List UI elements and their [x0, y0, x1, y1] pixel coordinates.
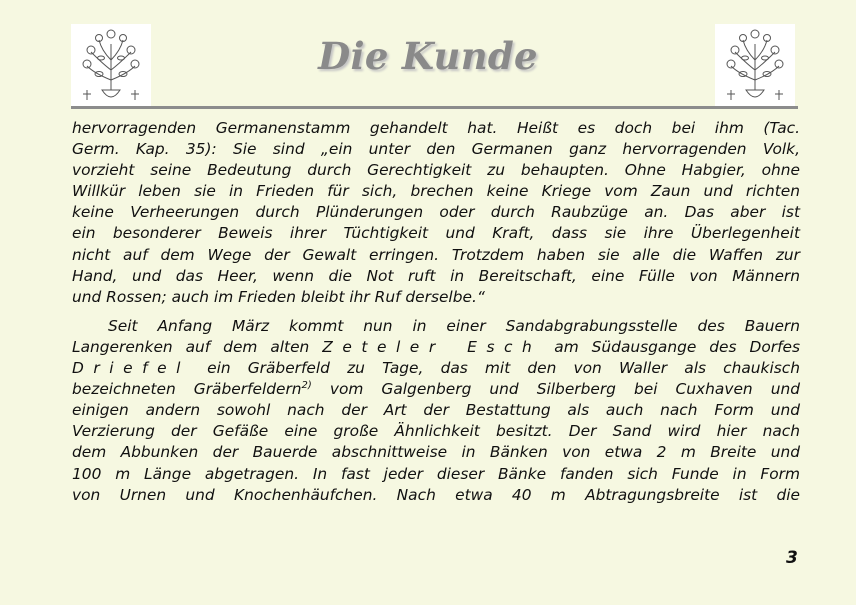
page-number: 3 [786, 548, 798, 568]
text-line: einigen andern sowohl nach der Art der Bestattung als auch nach Form und [72, 401, 800, 420]
article-body [72, 118, 800, 506]
text-line: und Rossen; auch im Frieden bleibt ihr Ruf derselbe.“ [72, 287, 485, 306]
text-line: Willkür leben sie in Frieden für sich, brechen keine Kriege vom Zaun und richten [72, 182, 800, 201]
text-line [72, 358, 800, 379]
text-line [72, 379, 800, 400]
header-rule [71, 106, 798, 109]
text-line: ein besonderer Beweis ihrer Tüchtigkeit und Kraft, dass sie ihre Überlegenheit [72, 224, 800, 243]
text-line: 100 m Länge abgetragen. In fast jeder dieser Bänke fanden sich Funde in Form [72, 464, 800, 483]
paragraph-2 [72, 316, 800, 506]
text-line: hervorragenden Germanenstamm gehandelt hat. Heißt es doch bei ihm (Tac. [72, 119, 800, 137]
text-line [72, 337, 800, 358]
text-segment: Langerenken auf dem alten [72, 337, 310, 356]
text-line: Verzierung der Gefäße eine große Ähnlichkeit besitzt. Der Sand wird hier nach [72, 422, 800, 441]
text-line: Hand, und das Heer, wenn die Not ruft in Bereitschaft, eine Fülle von Männern [72, 266, 800, 285]
page-title: Die Kunde [318, 34, 538, 78]
footnote-ref: 2) [301, 380, 312, 392]
text-segment: vom Galgenberg und Silberberg bei Cuxhaven und [311, 380, 800, 399]
place-name: Zeteler Esch [322, 337, 542, 356]
text-line: dem Abbunken der Bauerde abschnittweise in Bänken von etwa 2 m Breite und [72, 443, 800, 462]
text-segment: am Südausgange des Dorfes [554, 337, 800, 356]
text-segment: ein Gräberfeld zu Tage, das mit den von Waller als chaukisch [207, 359, 800, 378]
text-line: Germ. Kap. 35): Sie sind „ein unter den Germanen ganz hervorragenden Volk, [72, 140, 800, 159]
text-line [72, 316, 800, 337]
text-segment: bezeichneten Gräberfeldern [72, 380, 302, 399]
tree-of-life-icon-graphic [715, 24, 795, 106]
text-line: von Urnen und Knochenhäufchen. Nach etwa 40 m Abtragungsbreite ist die [72, 485, 800, 504]
place-name: Driefel [72, 359, 190, 378]
text-line: vorzieht seine Bedeutung durch Gerechtigkeit zu behaupten. Ohne Habgier, ohne [72, 161, 800, 180]
paragraph-1 [72, 118, 800, 308]
text-segment: Seit Anfang März kommt nun in einer Sandabgrabungsstelle des Bauern [108, 316, 800, 335]
text-line: keine Verheerungen durch Plünderungen oder durch Raubzüge an. Das aber ist [72, 203, 800, 222]
text-line: nicht auf dem Wege der Gewalt erringen. Trotzdem haben sie alle die Waffen zur [72, 245, 800, 264]
tree-of-life-icon [715, 24, 795, 106]
page-header [0, 0, 856, 112]
